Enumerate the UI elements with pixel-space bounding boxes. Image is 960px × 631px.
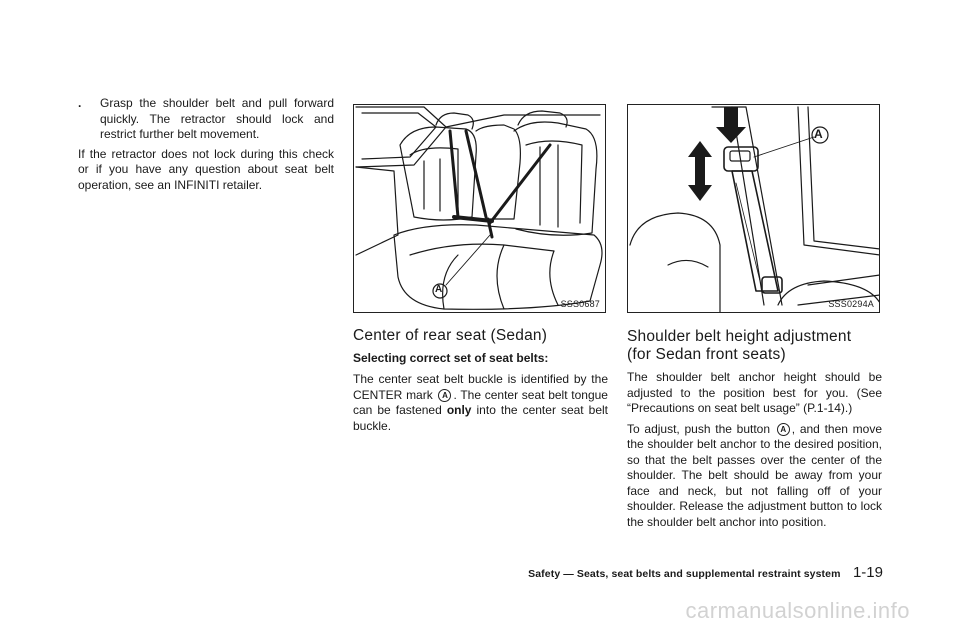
section-heading: Center of rear seat (Sedan) xyxy=(353,327,548,344)
shoulder-belt-figure xyxy=(627,104,880,313)
callout-marker: A xyxy=(777,423,790,436)
watermark: carmanualsonline.info xyxy=(685,598,910,623)
anchor-height-paragraph: The shoulder belt anchor height should be adjusted to the position best for you. (See “Precautions on seat belt usage” (P.1-14).) xyxy=(627,370,882,415)
right-column xyxy=(627,104,882,530)
section-subheading: Selecting correct set of seat belts: xyxy=(353,351,549,365)
shoulder-belt-illustration xyxy=(628,105,880,313)
bullet-text: Grasp the shoulder belt and pull forward quickly. The retractor should lock and restrict further belt movement. xyxy=(100,96,334,141)
rear-seat-illustration xyxy=(354,105,606,313)
figure-callout-label: A xyxy=(814,127,823,141)
page-footer xyxy=(500,564,883,582)
section-heading: Shoulder belt height adjustment (for Sedan front seats) xyxy=(627,328,852,363)
center-mark-paragraph: The center seat belt buckle is identified by the CENTER mark A . The center seat belt tongue can be fastened only into the center seat belt buckle. xyxy=(353,372,609,433)
page-number: 1-19 xyxy=(852,564,883,581)
middle-column xyxy=(353,104,608,434)
adjust-instructions-paragraph: To adjust, push the button A , and then move the shoulder belt anchor to the desired position, so that the belt passes over the center of the shoulder. The belt should be away from your face and neck, but not falling off of your shoulder. Release the adjustment button to lock the shoulder belt anchor into position. xyxy=(627,421,882,529)
figure-code: SSS0687 xyxy=(560,299,600,309)
bullet-mark: . xyxy=(78,96,82,110)
figure-code: SSS0294A xyxy=(828,299,874,309)
retractor-paragraph: If the retractor does not lock during this check or if you have any question about seat belt operation, see an INFINITI retailer. xyxy=(78,146,334,192)
rear-seat-figure xyxy=(353,104,606,313)
figure-callout-label: A xyxy=(435,284,443,295)
callout-marker: A xyxy=(438,389,451,402)
bullet-item xyxy=(78,96,334,143)
footer-section-title: Safety — Seats, seat belts and supplemental restraint system xyxy=(528,568,841,580)
left-column xyxy=(78,96,334,193)
